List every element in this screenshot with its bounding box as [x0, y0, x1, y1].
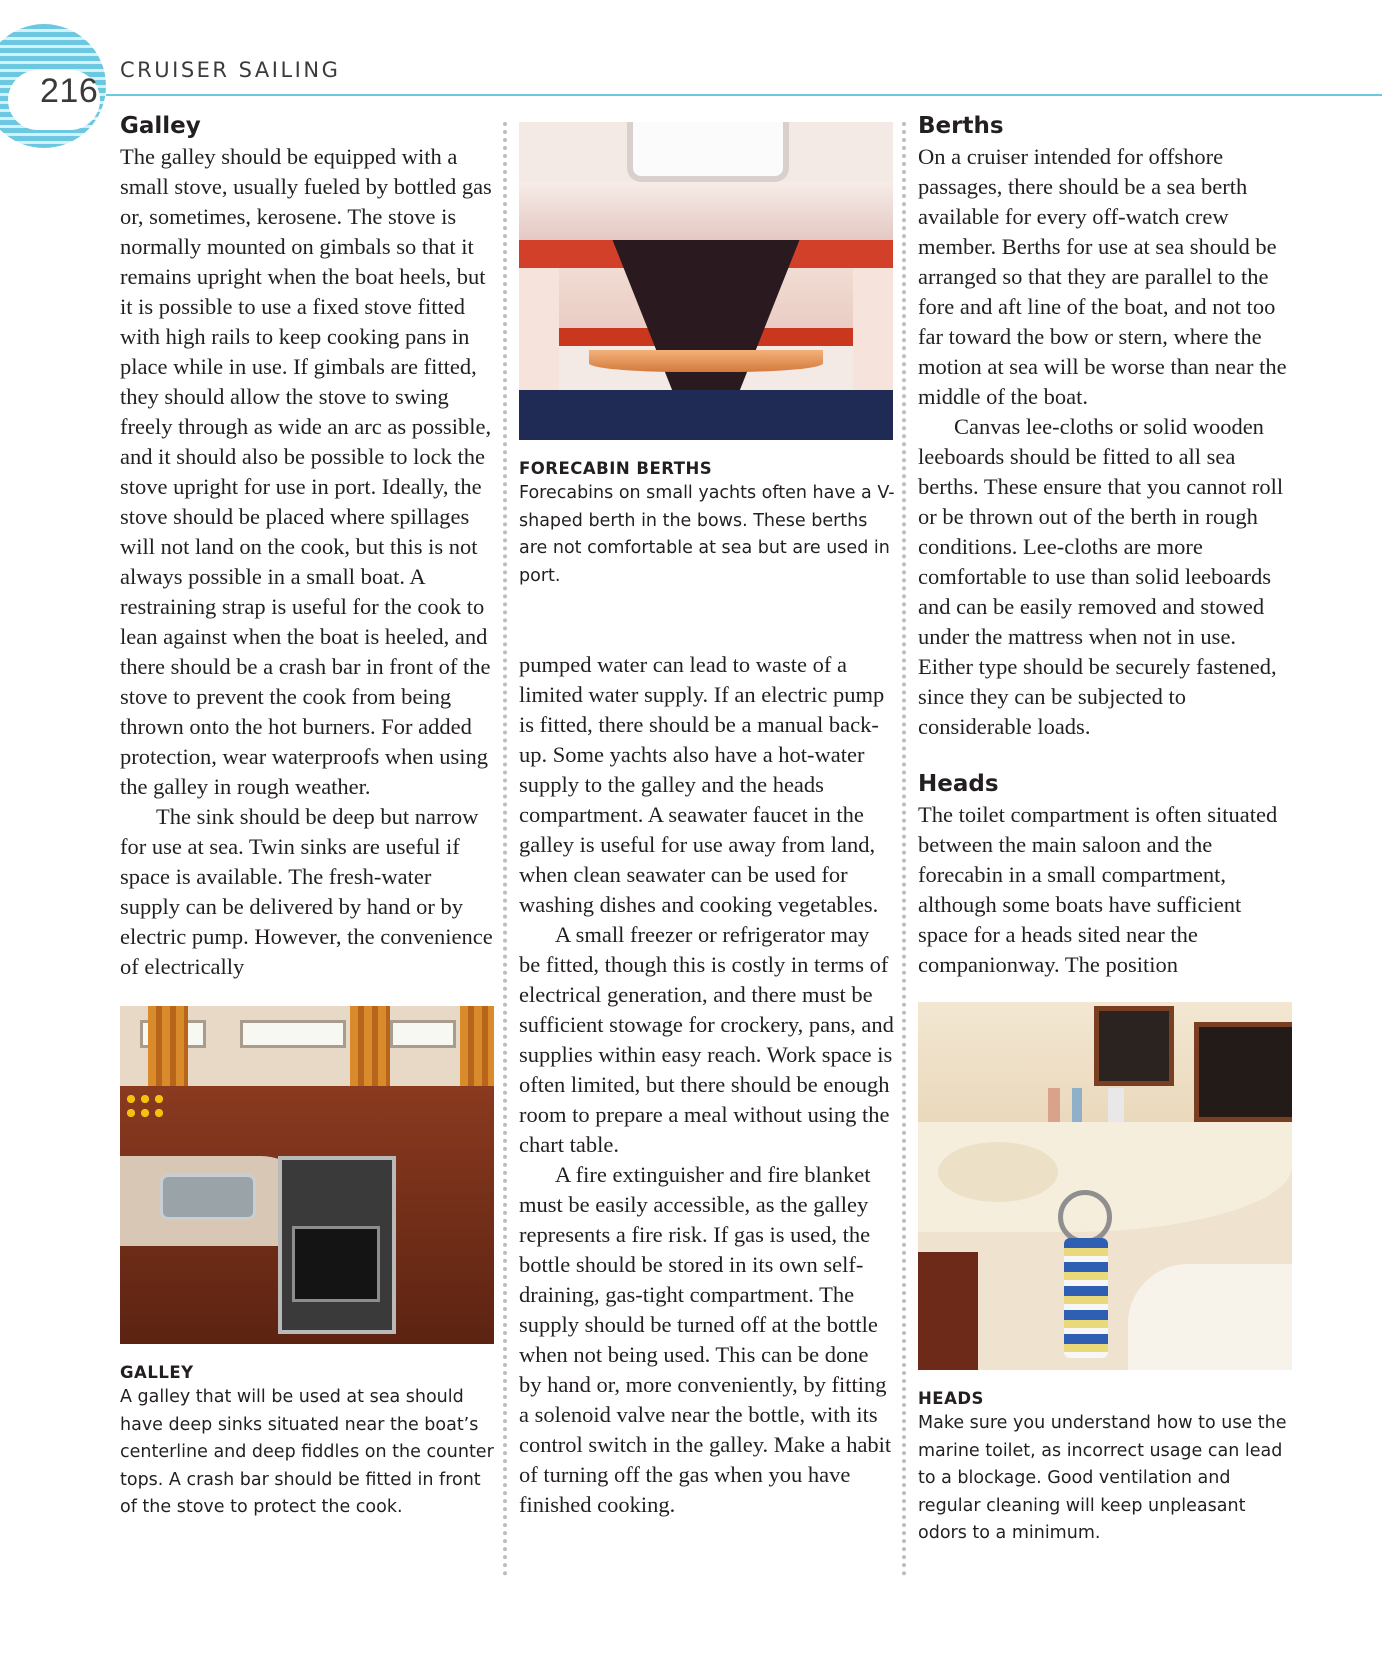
heads-photo [918, 1002, 1292, 1370]
heads-caption-title: HEADS [918, 1389, 984, 1408]
galley-caption-text: A galley that will be used at sea should have deep sinks situated near the boat’s centerline and deep fiddles on the counter tops. A crash bar should be fitted in front of the stove to protect the cook. [120, 1387, 494, 1517]
heads-photo-basin [938, 1142, 1058, 1202]
galley-photo-flowers [124, 1092, 168, 1122]
galley-photo-oven [292, 1226, 380, 1302]
galley-photo-window [240, 1020, 346, 1048]
galley-heading: Galley [120, 113, 201, 139]
heads-photo-towel [1064, 1238, 1108, 1358]
forecabin-caption-text: Forecabins on small yachts often have a V-shaped berth in the bows. These berths are not comfortable at sea but are used in port. [519, 483, 895, 586]
forecabin-photo-hatch [627, 122, 789, 182]
forecabin-photo-ceiling [519, 182, 893, 242]
galley-photo-window [390, 1020, 456, 1048]
forecabin-photo-shelf [589, 350, 823, 372]
galley-continued-paragraph-1: pumped water can lead to waste of a limited water supply. If an electric pump is fitted, there should be a manual back-up. Some yachts also have a hot-water supply to the galley and the heads compartment. A seawater faucet in the galley is useful for use away from land, when clean seawater can be used for washing dishes and cooking vegetables. [519, 652, 885, 917]
heads-paragraph-1: The toilet compartment is often situated between the main saloon and the forecabin in a small compartment, although some boats have sufficient space for a heads sited near the companionway. The position [918, 802, 1278, 977]
heads-caption-text: Make sure you understand how to use the marine toilet, as incorrect usage can lead to a blockage. Good ventilation and regular cleaning will keep unpleasant odors to a minimum. [918, 1413, 1287, 1543]
heads-photo-towel-ring [1058, 1190, 1112, 1244]
heads-heading: Heads [918, 771, 999, 797]
berths-paragraph-2: Canvas lee-cloths or solid wooden leeboards should be fitted to all sea berths. These ensure that you cannot roll or be thrown out of the berth in rough conditions. Lee-cloths are more comfortable to use than solid leeboards and can be easily removed and stowed under the mattress when not in use. Either type should be securely fastened, since they can be subjected to considerable loads. [918, 414, 1284, 739]
galley-caption-title: GALLEY [120, 1363, 194, 1382]
header-rule [106, 94, 1382, 96]
heads-photo-toilet [1128, 1264, 1292, 1370]
column-3 [918, 110, 1294, 1548]
galley-continued-paragraph-2: A small freezer or refrigerator may be fitted, though this is costly in terms of electrical generation, and there must be sufficient stowage for crockery, pans, and supplies within easy reach. Work space is often limited, but there should be enough room to prepare a meal without using the chart table. [519, 922, 894, 1157]
column-2 [519, 110, 895, 1520]
forecabin-caption-title: FORECABIN BERTHS [519, 459, 713, 478]
galley-photo [120, 1006, 494, 1344]
galley-photo-curtain [460, 1006, 494, 1096]
forecabin-photo [519, 122, 893, 440]
forecabin-photo-berth [519, 390, 893, 440]
heads-photo-window [1094, 1006, 1174, 1086]
heads-photo-window [1194, 1022, 1292, 1122]
galley-photo-curtain [148, 1006, 188, 1096]
column-divider-right [902, 122, 906, 1577]
column-1 [120, 110, 496, 1522]
galley-paragraph-2: The sink should be deep but narrow for use at sea. Twin sinks are useful if space is available. The fresh-water supply can be delivered by hand or by electric pump. However, the convenience of electrically [120, 804, 493, 979]
galley-continued-paragraph-3: A fire extinguisher and fire blanket must be easily accessible, as the galley represents a fire risk. If gas is used, the bottle should be stored in its own self-draining, gas-tight compartment. The supply should be turned off at the bottle when not being used. This can be done by hand or, more conveniently, by fitting a solenoid valve near the bottle, with its control switch in the galley. Make a habit of turning off the gas when you have finished cooking. [519, 1162, 892, 1517]
heads-photo-cabinet [918, 1252, 978, 1370]
column-divider-left [503, 122, 507, 1577]
page-number: 216 [40, 72, 99, 110]
berths-paragraph-1: On a cruiser intended for offshore passages, there should be a sea berth available for every off-watch crew member. Berths for use at sea should be arranged so that they are parallel to the fore and aft line of the boat, and not too far toward the bow or stern, where the motion at sea will be worse than near the middle of the boat. [918, 144, 1287, 409]
running-head: CRUISER SAILING [120, 58, 341, 82]
galley-photo-sink [160, 1174, 256, 1220]
galley-paragraph-1: The galley should be equipped with a small stove, usually fueled by bottled gas or, sometimes, kerosene. The stove is normally mounted on gimbals so that it remains upright when the boat heels, but it is possible to use a fixed stove fitted with high rails to keep cooking pans in place while in use. If gimbals are fitted, they should allow the stove to swing freely through as wide an arc as possible, and it should also be possible to lock the stove upright for use in port. Ideally, the stove should be placed where spillages will not land on the cook, but this is not always possible in a small boat. A restraining strap is useful for the cook to lean against when the boat is heeled, and there should be a crash bar in front of the stove to prevent the cook from being thrown onto the hot burners. For added protection, wear waterproofs when using the galley in rough weather. [120, 144, 492, 799]
berths-heading: Berths [918, 113, 1004, 139]
galley-photo-curtain [350, 1006, 390, 1096]
